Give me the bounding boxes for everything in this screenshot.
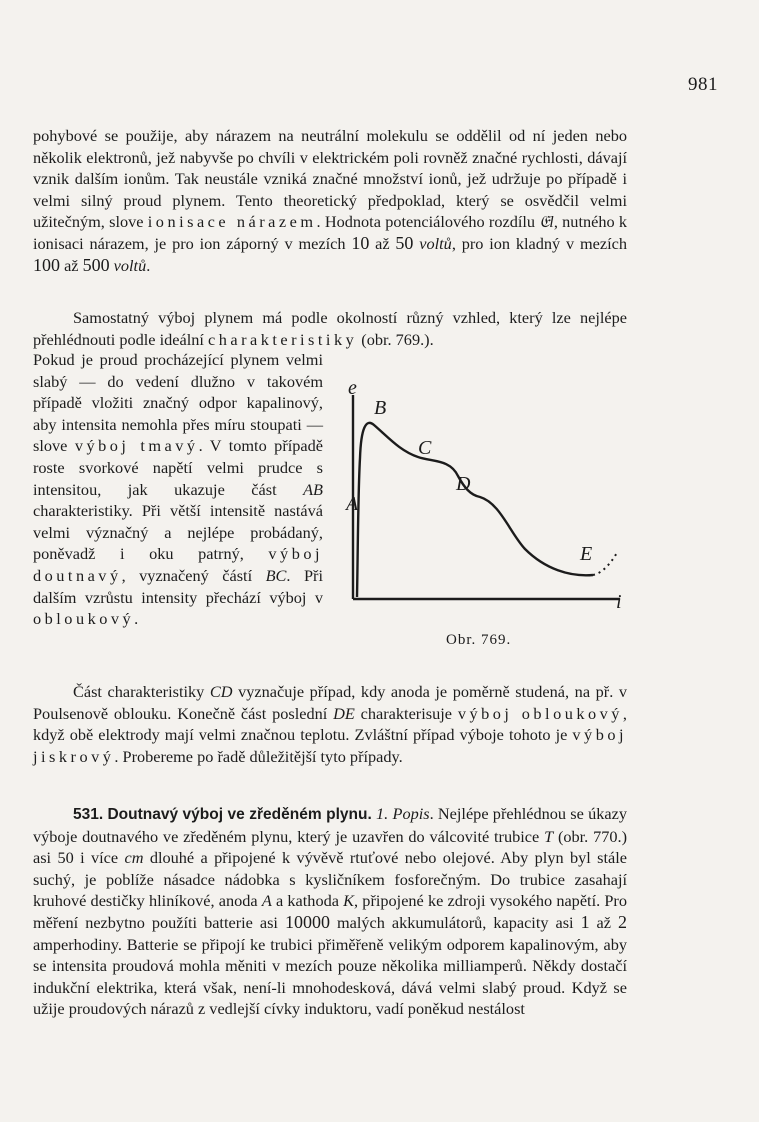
section-heading: Doutnavý výboj ve zředěném plynu. [107,806,372,823]
text-run: dlouhé a připojené k vývěvě rtuťové nebo olejové. Aby plyn byl stále suchý, je poblíže násadce nádobka s kysličníkem fosforečným. Do trubice zasahají kruhové destičky hliníkové, anoda [33,848,627,911]
symbol: A [261,891,272,911]
symbol: T [544,826,554,846]
page-number: 981 [688,74,718,95]
symbol: K [343,891,355,911]
number: 10000 [284,911,330,932]
text-run: , když obě elektrody mají velmi značnou teplotu. Zvláštní případ výboje tohoto je [33,703,627,745]
segment-label: CD [209,682,233,701]
text-run: amperhodiny. Batterie se připojí ke trubici přiměřeně velikým odporem kapalinovým, aby se intensita proudová mohla měniti v mezích pouze několika milliamperů. Někdy dostačí indukční elektrika, která však, není-li mnohodesková, dává velmi slabý proud. Když se užije proudových nárazů z vedlejší cívky induktoru, vadí poněkud nestálost [33,934,627,1019]
text-run: Část charakteristiky [73,682,210,701]
axis-label-x: i [616,591,622,613]
text-run: , pro ion kladný v mezích [451,233,627,253]
number: 2 [618,911,627,932]
symbol: 𝔈l [539,212,554,232]
text-run: pohybové se použije, aby nárazem na neutrální molekulu se oddělil od ní jeden nebo několik elektronů, jež nabyvše po chvíli v elektrickém poli rovněž značné rychlosti, dávají vznik dalším ionům. Tak neustále vzniká značné množství ionů, jež udržuje po případě i velmi silný proud plynem. Tento theoretický předpoklad, který se osvědčil velmi užitečným, slove [33,126,627,232]
text-run: charakterisuje [354,703,458,723]
unit: voltů [113,255,147,275]
paragraph-discharge-types [33,349,323,630]
figure-caption: Obr. 769. [446,632,512,648]
paragraph-section-531 [33,803,627,1020]
segment-label: DE [333,703,355,723]
curve-point-a: A [346,493,359,515]
paragraph-arc [33,681,627,767]
number: 10 [351,232,370,253]
spaced-term: ionisace nárazem [147,212,317,232]
text-run: (obr. 769.). [357,329,434,349]
text-run: a kathoda [271,891,344,911]
text-run: . Při dalším vzrůstu intensity přechází výboj v [33,565,323,607]
characteristic-curve [357,423,593,597]
text-run: Pokud je proud procházející plynem velmi slabý — do vedení dlužno v takovém případě vložiti značný odpor kapalinový, aby intensita nemohla přes míru stoupati — slove [33,350,323,456]
number: 50 [395,232,414,253]
number: 100 [33,254,60,275]
text-run: , vyznačený částí [121,565,266,585]
unit: cm [124,848,144,868]
curve-point-d: D [456,473,471,495]
text-run: . Probereme po řadě důležitější tyto případy. [114,746,403,766]
text-run: , připojené ke zdroji vysokého napětí. Pro měření nezbytno použíti batterie asi [33,891,627,932]
text-run: . [134,609,139,629]
spaced-term: výboj doutnavý [33,544,323,585]
unit: voltů [419,233,452,253]
text-run: Samostatný výboj plynem má podle okolností různý vzhled, který lze nejlépe přehlédnouti podle ideální [33,308,627,349]
number: 1 [580,911,590,932]
text-run: . Hodnota potenciálového rozdílu [316,212,540,232]
segment-label: BC [265,565,287,585]
text-run: vyznačuje případ, kdy anoda je poměrně studená, na př. v Poulsenově oblouku. Konečně část poslední [33,682,628,723]
text-run: až [589,912,618,932]
paragraph-characteristic [33,307,627,350]
text-run: charakteristiky. Při větší intensitě nastává velmi význačný a nejlépe probádaný, poněvadž i oku patrný, [33,501,323,564]
text-run: , nutného k ionisaci nárazem, je pro ion záporný v mezích [33,212,628,253]
text-run: malých akkumulátorů, kapacity asi [329,912,581,932]
curve-point-b: B [374,397,387,419]
curve-point-c: C [418,437,432,459]
section-number: 531. [73,806,104,823]
spaced-term: výboj obloukový [457,703,623,723]
spaced-term: charakteristiky [207,329,358,349]
subsection-number: 1. [376,804,389,823]
paragraph-ionisation [33,125,627,276]
curve-point-e: E [580,543,593,565]
subsection-title: Popis [392,804,430,823]
text-run: až [369,233,396,253]
text-run: . [146,255,151,275]
characteristic-curve-dotted [593,551,618,575]
figure-769 [340,373,640,663]
number: 500 [82,254,110,275]
text-run: (obr. 770.) asi 50 i více [33,826,627,868]
text-run: . V tomto případě roste svorkové napětí velmi prudce s intensitou, jak ukazuje část [33,436,324,499]
axis-label-y: e [348,377,357,399]
spaced-term: výboj tmavý [74,436,199,456]
segment-label: AB [303,479,323,499]
spaced-term: výboj jiskrový [33,725,627,766]
spaced-term: obloukový [33,609,135,629]
text-run: až [60,255,83,275]
text-run: . Nejlépe přehlédnou se úkazy výboje doutnavého ve zředěném plynu, který je uzavřen do válcovité trubice [33,804,627,846]
